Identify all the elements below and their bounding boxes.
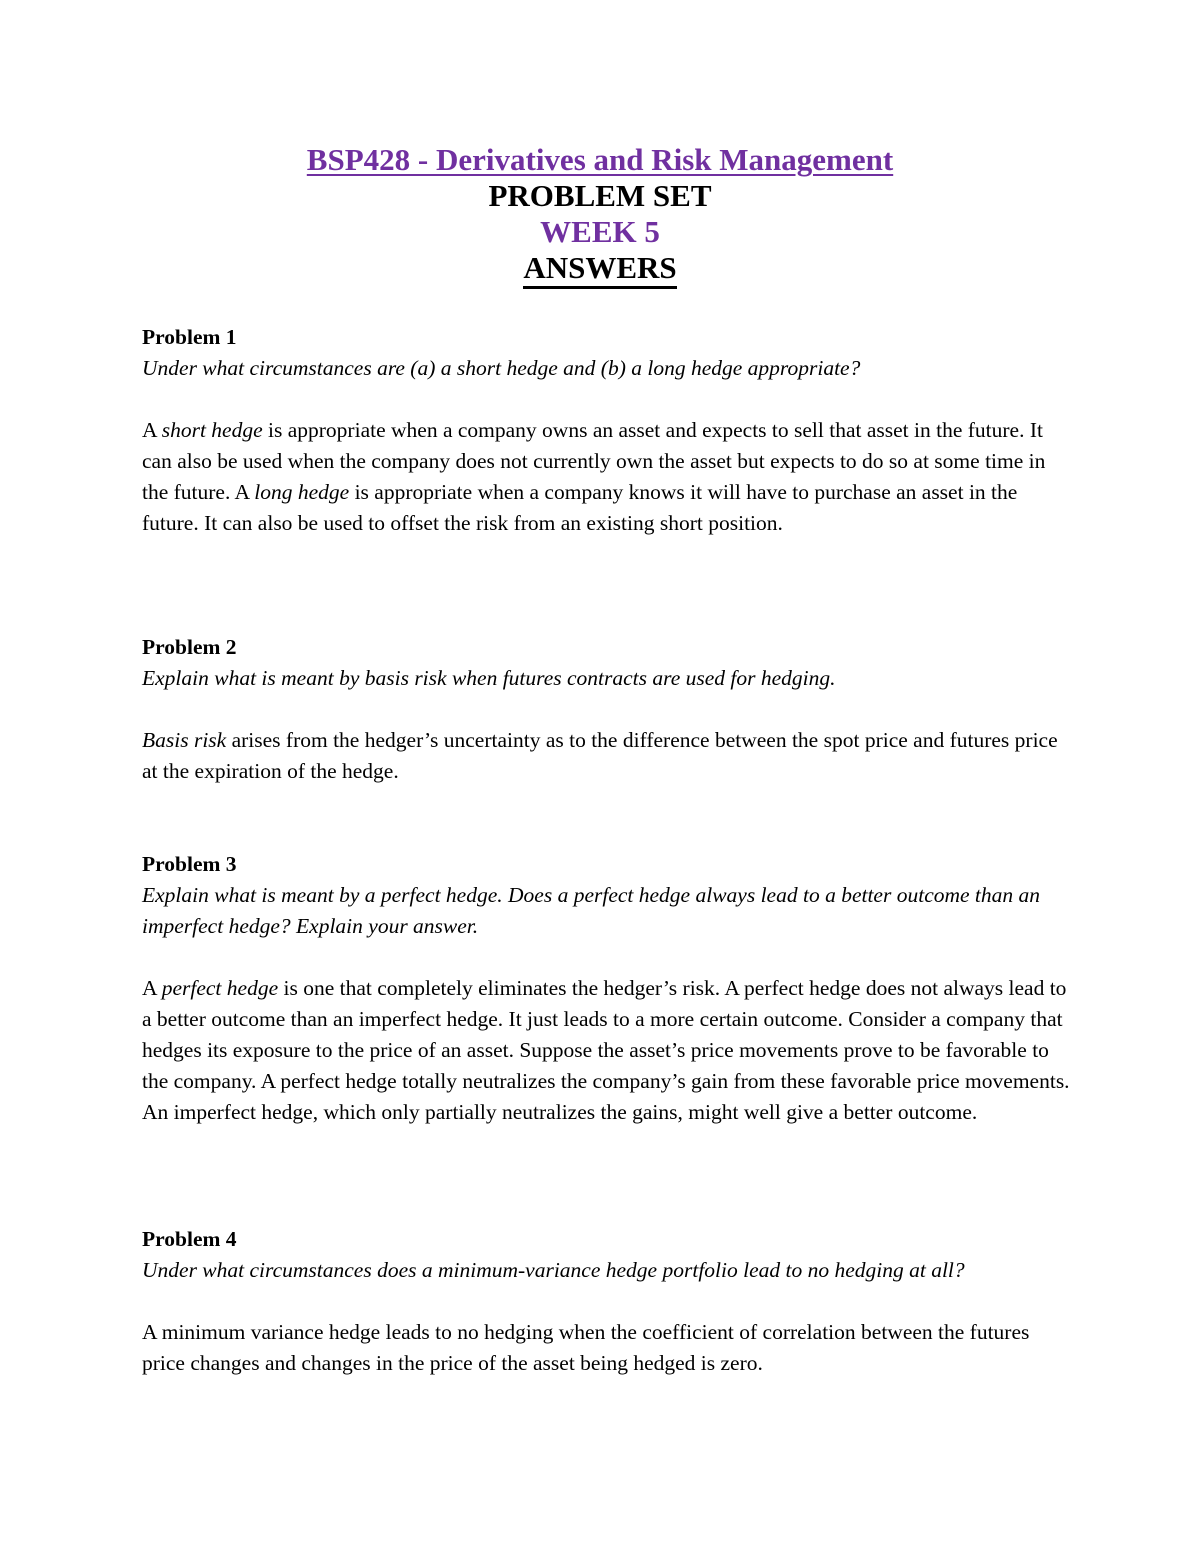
answer-term: perfect hedge: [161, 976, 279, 1000]
answer-text: A: [142, 976, 162, 1000]
answer-term: short hedge: [161, 418, 263, 442]
answer-term: long hedge: [254, 480, 350, 504]
answers-heading: ANSWERS: [523, 250, 676, 289]
week-heading: WEEK 5: [540, 214, 660, 249]
problem-answer: [142, 973, 1072, 1128]
answer-text: is appropriate when a company owns an asset and expects to sell that asset in the future. It can also be used when the company does not currently own the asset but expects to do so at some time in the future. A: [142, 418, 1046, 504]
problem-1: [142, 322, 1072, 539]
problem-answer: [142, 415, 1072, 539]
problem-question: Explain what is meant by a perfect hedge. Does a perfect hedge always lead to a better outcome than an imperfect hedge? Explain your answer.: [142, 883, 1041, 938]
problem-title: Problem 1: [142, 325, 237, 349]
problem-question: Under what circumstances are (a) a short hedge and (b) a long hedge appropriate?: [142, 356, 861, 380]
problem-4: [142, 1224, 1072, 1379]
answer-text: A: [142, 418, 162, 442]
answer-text: A minimum variance hedge leads to no hedging when the coefficient of correlation between the futures price changes and changes in the price of the asset being hedged is zero.: [142, 1320, 1030, 1375]
answer-term: Basis risk: [142, 728, 227, 752]
problem-title: Problem 3: [142, 852, 237, 876]
problem-title: Problem 4: [142, 1227, 237, 1251]
problem-title: Problem 2: [142, 635, 237, 659]
problem-2: [142, 632, 1072, 787]
answer-text: arises from the hedger’s uncertainty as to the difference between the spot price and futures price at the expiration of the hedge.: [142, 728, 1058, 783]
problem-answer: [142, 1317, 1072, 1379]
problem-question: Under what circumstances does a minimum-variance hedge portfolio lead to no hedging at all?: [142, 1258, 965, 1282]
problem-answer: [142, 725, 1072, 787]
course-title: BSP428 - Derivatives and Risk Management: [306, 142, 894, 177]
answer-text: is one that completely eliminates the hedger’s risk. A perfect hedge does not always lead to a better outcome than an imperfect hedge. It just leads to a more certain outcome. Consider a company that hedges its exposure to the price of an asset. Suppose the asset’s price movements prove to be favorable to the company. A perfect hedge totally neutralizes the company’s gain from these favorable price movements. An imperfect hedge, which only partially neutralizes the gains, might well give a better outcome.: [142, 976, 1070, 1124]
answer-text: is appropriate when a company knows it will have to purchase an asset in the future. It can also be used to offset the risk from an existing short position.: [142, 480, 1018, 535]
document-header: [0, 142, 1200, 289]
problem-question: Explain what is meant by basis risk when futures contracts are used for hedging.: [142, 666, 836, 690]
problem-3: [142, 849, 1072, 1128]
problem-set-heading: PROBLEM SET: [488, 178, 712, 213]
